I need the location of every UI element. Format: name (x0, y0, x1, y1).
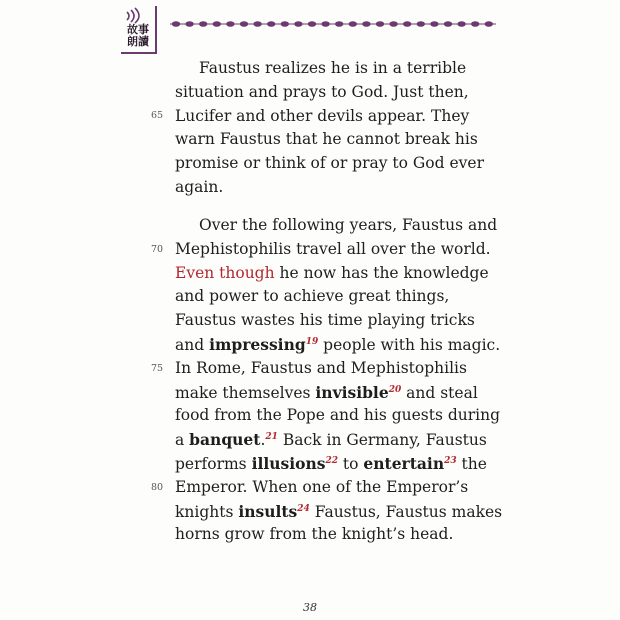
paragraph-1 (175, 57, 484, 200)
text-span: the (456, 454, 487, 473)
vocab-word: entertain (363, 453, 445, 473)
ornament-bead (457, 21, 465, 27)
vocab-word: illusions (251, 453, 326, 473)
text-span: and (175, 335, 210, 354)
ornament-bead (199, 21, 207, 27)
text-span: make themselves (175, 383, 316, 402)
text-line (175, 500, 503, 524)
text-line (175, 381, 478, 405)
text-line: Emperor. When one of the Emperor’s (175, 477, 469, 496)
badge-line-1: 故事 (127, 23, 149, 36)
text-span: Faustus, Faustus makes (309, 502, 503, 521)
ornament-bead (335, 21, 343, 27)
ornament-bead (349, 21, 357, 27)
text-span: a (175, 431, 190, 450)
footnote-marker: 21 (265, 432, 278, 443)
ornament-bead (281, 21, 289, 27)
text-line: and power to achieve great things, (175, 287, 450, 306)
text-span: and steal (401, 383, 478, 402)
ornament-bead (417, 21, 425, 27)
line-number: 65 (151, 110, 164, 121)
ornament-bead (213, 21, 221, 27)
paragraph-2 (175, 214, 503, 547)
footnote-marker: 23 (444, 455, 457, 466)
text-line: Over the following years, Faustus and (199, 216, 498, 234)
ornament-bead (389, 21, 397, 27)
highlighted-phrase: Even though (175, 263, 275, 282)
ornament-bead (253, 21, 261, 27)
page-number: 38 (303, 601, 317, 614)
ornament-bead (403, 21, 411, 27)
text-line: again. (175, 177, 224, 196)
text-span: to (337, 454, 364, 473)
text-span: performs (175, 454, 252, 473)
text-line: horns grow from the knight’s head. (175, 525, 454, 544)
ornament-bead (226, 21, 234, 27)
text-span: knights (175, 502, 239, 521)
story-reading-badge (121, 6, 157, 54)
audio-waves-icon (124, 6, 148, 24)
text-line: promise or think of or pray to God ever (175, 154, 484, 173)
ornament-bead (172, 21, 180, 27)
ornament-bead (294, 21, 302, 27)
footnote-marker: 24 (297, 503, 310, 514)
vocab-word: insults (238, 501, 298, 521)
footnote-marker: 20 (388, 384, 402, 395)
text-line: In Rome, Faustus and Mephistophilis (175, 358, 467, 377)
ornament-bead (185, 21, 193, 27)
text-line: food from the Pope and his guests during (175, 406, 501, 425)
ornament-bead (240, 21, 248, 27)
text-line: Faustus realizes he is in a terrible (199, 59, 467, 77)
vocab-word: impressing (209, 334, 306, 354)
text-line (175, 262, 489, 286)
badge-label (121, 24, 155, 48)
text-span: . (260, 431, 266, 450)
ornament-bead (267, 21, 275, 27)
footnote-marker: 19 (305, 336, 319, 347)
text-line: Mephistophilis travel all over the world. (175, 239, 491, 258)
decorative-bead-rule (170, 17, 496, 31)
ornament-bead (485, 21, 493, 27)
line-number: 70 (151, 244, 164, 255)
text-span: Back in Germany, Faustus (277, 431, 487, 450)
text-line: warn Faustus that he cannot break his (175, 130, 478, 149)
ornament-bead (444, 21, 452, 27)
text-line: Lucifer and other devils appear. They (175, 106, 470, 125)
footnote-marker: 22 (325, 455, 338, 466)
text-span: people with his magic. (318, 335, 501, 354)
text-line: Faustus wastes his time playing tricks (175, 311, 475, 330)
line-number: 75 (151, 363, 164, 374)
ornament-bead (430, 21, 438, 27)
vocab-word: invisible (315, 382, 389, 402)
badge-line-2: 朗讀 (127, 35, 149, 48)
text-line (175, 333, 501, 357)
ornament-bead (376, 21, 384, 27)
text-line (175, 452, 487, 476)
text-span: he now has the knowledge (274, 263, 489, 282)
ornament-bead (321, 21, 329, 27)
ornament-bead (308, 21, 316, 27)
text-line (175, 428, 487, 452)
line-number: 80 (151, 482, 164, 493)
vocab-word: banquet (189, 430, 261, 450)
text-line: situation and prays to God. Just then, (175, 82, 469, 101)
ornament-bead (471, 21, 479, 27)
ornament-bead (362, 21, 370, 27)
